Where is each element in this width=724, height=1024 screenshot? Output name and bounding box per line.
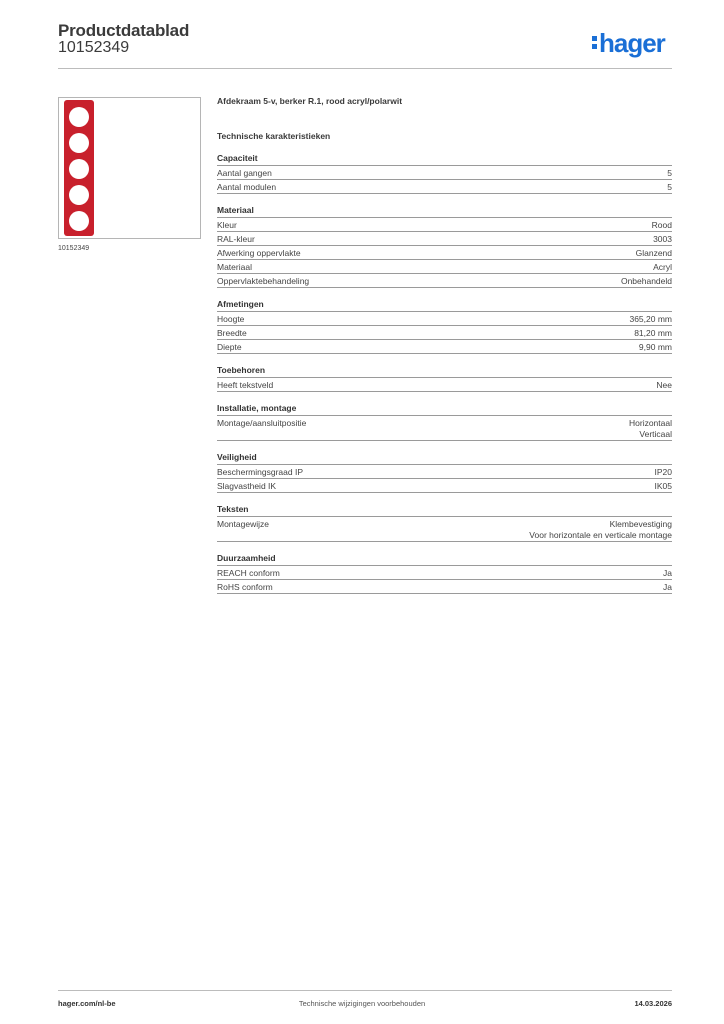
spec-row (217, 517, 672, 542)
footer-divider (58, 990, 672, 991)
spec-value (655, 481, 673, 492)
spec-label: Slagvastheid IK (217, 481, 277, 491)
spec-value (621, 276, 672, 287)
spec-value (656, 380, 672, 391)
spec-value-line: Ja (663, 568, 672, 578)
spec-group (217, 504, 672, 542)
spec-value-line: Glanzend (635, 248, 672, 258)
spec-row (217, 260, 672, 274)
cover-frame-image (64, 100, 94, 236)
frame-opening (69, 107, 89, 127)
group-title: Installatie, montage (217, 403, 672, 416)
product-image (58, 97, 201, 239)
spec-group (217, 365, 672, 392)
spec-groups (217, 153, 672, 594)
spec-row (217, 465, 672, 479)
spec-value (663, 568, 672, 579)
spec-value-line: 3003 (653, 234, 672, 244)
page-title: Productdatablad (58, 21, 190, 40)
spec-label: Breedte (217, 328, 247, 338)
header-divider (58, 68, 672, 69)
spec-value (663, 582, 672, 593)
group-title: Materiaal (217, 205, 672, 218)
spec-group (217, 153, 672, 194)
frame-opening (69, 159, 89, 179)
group-title: Capaciteit (217, 153, 672, 166)
spec-value-line: Nee (656, 380, 672, 390)
spec-label: RAL-kleur (217, 234, 255, 244)
spec-label: Afwerking oppervlakte (217, 248, 301, 258)
spec-value-line: 5 (667, 182, 672, 192)
spec-value (667, 168, 672, 179)
spec-label: Materiaal (217, 262, 252, 272)
spec-row (217, 232, 672, 246)
spec-row (217, 479, 672, 493)
spec-value-line: Horizontaal (629, 418, 672, 428)
spec-value-line: 9,90 mm (638, 342, 672, 352)
spec-value (655, 467, 673, 478)
footer-disclaimer: Technische wijzigingen voorbehouden (298, 999, 426, 1008)
spec-label: REACH conform (217, 568, 280, 578)
group-title: Veiligheid (217, 452, 672, 465)
spec-group (217, 452, 672, 493)
spec-value-line: Rood (651, 220, 672, 230)
spec-row (217, 326, 672, 340)
spec-value-line: Onbehandeld (620, 276, 672, 286)
group-title: Teksten (217, 504, 672, 517)
group-title: Duurzaamheid (217, 553, 672, 566)
spec-row (217, 312, 672, 326)
spec-row (217, 246, 672, 260)
footer-website: hager.com/nl-be (58, 999, 116, 1008)
image-caption: 10152349 (58, 245, 90, 252)
spec-row (217, 378, 672, 392)
spec-value (636, 248, 672, 259)
spec-row (217, 580, 672, 594)
spec-row (217, 166, 672, 180)
spec-value-line: Ja (663, 582, 672, 592)
spec-label: Hoogte (217, 314, 245, 324)
spec-row (217, 218, 672, 232)
spec-label: Diepte (217, 342, 242, 352)
spec-value (629, 314, 672, 325)
frame-opening (69, 211, 89, 231)
spec-value-line: Acryl (653, 262, 672, 272)
section-heading: Technische karakteristieken (217, 131, 331, 141)
spec-value-line: IK05 (654, 481, 672, 491)
logo-dots-icon (592, 28, 598, 50)
product-title: Afdekraam 5-v, berker R.1, rood acryl/polarwit (217, 96, 403, 106)
spec-value (634, 328, 672, 339)
spec-label: Kleur (217, 220, 237, 230)
spec-value (652, 220, 672, 231)
spec-value-line: 365,20 mm (629, 314, 672, 324)
spec-row (217, 340, 672, 354)
spec-value (629, 418, 672, 440)
spec-content (217, 96, 672, 594)
spec-value-line: 5 (667, 168, 672, 178)
spec-label: Montage/aansluitpositie (217, 418, 307, 428)
spec-label: Heeft tekstveld (217, 380, 274, 390)
spec-value (639, 342, 672, 353)
spec-value-line: Voor horizontale en verticale montage (529, 530, 672, 540)
spec-label: Aantal modulen (217, 182, 277, 192)
logo-text: hager (599, 28, 665, 58)
group-title: Toebehoren (217, 365, 672, 378)
hager-logo (592, 28, 665, 59)
product-number: 10152349 (58, 39, 130, 56)
spec-row (217, 274, 672, 288)
spec-value (653, 262, 672, 273)
footer-date: 14.03.2026 (634, 999, 672, 1008)
spec-group (217, 299, 672, 354)
spec-label: Montagewijze (217, 519, 269, 529)
spec-value-line: IP20 (654, 467, 672, 477)
spec-group (217, 553, 672, 594)
spec-label: RoHS conform (217, 582, 273, 592)
spec-row (217, 180, 672, 194)
spec-value-line: Verticaal (639, 429, 672, 439)
spec-value (667, 182, 672, 193)
spec-value (529, 519, 672, 541)
group-title: Afmetingen (217, 299, 672, 312)
frame-opening (69, 185, 89, 205)
spec-row (217, 416, 672, 441)
spec-value-line: 81,20 mm (634, 328, 672, 338)
frame-opening (69, 133, 89, 153)
spec-label: Aantal gangen (217, 168, 272, 178)
spec-group (217, 403, 672, 441)
spec-group (217, 205, 672, 288)
spec-value-line: Klembevestiging (609, 519, 672, 529)
spec-label: Beschermingsgraad IP (217, 467, 303, 477)
spec-label: Oppervlaktebehandeling (217, 276, 310, 286)
spec-value (653, 234, 672, 245)
spec-row (217, 566, 672, 580)
